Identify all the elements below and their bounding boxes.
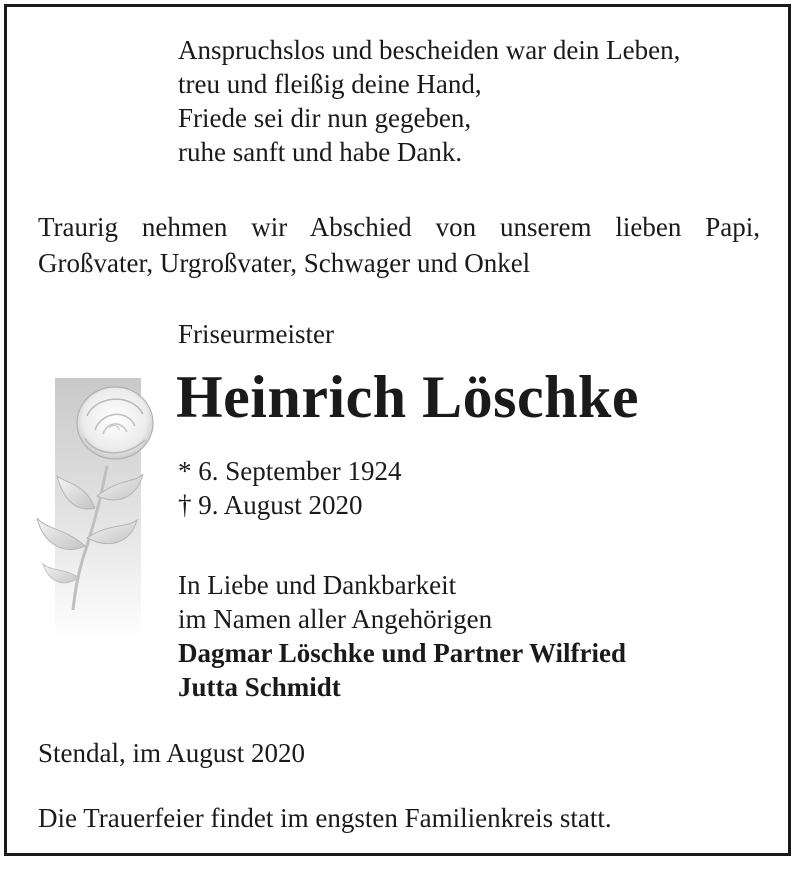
poem-line: Anspruchslos und bescheiden war dein Leben,	[178, 35, 681, 65]
mourner-name: Dagmar Löschke und Partner Wilfried	[178, 638, 627, 668]
place-date: Stendal, im August 2020	[38, 738, 306, 768]
funeral-note: Die Trauerfeier findet im engsten Familienkreis statt.	[38, 803, 612, 833]
mourner-name: Jutta Schmidt	[178, 672, 341, 702]
mourners-line-2: im Namen aller Angehörigen	[178, 604, 493, 634]
life-dates	[178, 454, 401, 522]
poem-line: ruhe sanft und habe Dank.	[178, 137, 463, 167]
poem-line: treu und fleißig deine Hand,	[178, 69, 482, 99]
poem	[178, 33, 680, 169]
obituary-notice	[4, 4, 791, 856]
deceased-name: Heinrich Löschke	[176, 364, 640, 430]
poem-line: Friede sei dir nun gegeben,	[178, 103, 472, 133]
rose-icon	[35, 378, 155, 640]
intro-text	[38, 209, 760, 281]
profession: Friseurmeister	[178, 319, 334, 349]
intro-line-2: Großvater, Urgroßvater, Schwager und Onkel	[38, 248, 531, 278]
mourners	[178, 568, 626, 704]
death-date: † 9. August 2020	[178, 490, 363, 520]
mourners-line-1: In Liebe und Dankbarkeit	[178, 570, 457, 600]
intro-line-1: Traurig nehmen wir Abschied von unserem lieben Papi,	[38, 212, 760, 242]
birth-date: * 6. September 1924	[178, 456, 402, 486]
